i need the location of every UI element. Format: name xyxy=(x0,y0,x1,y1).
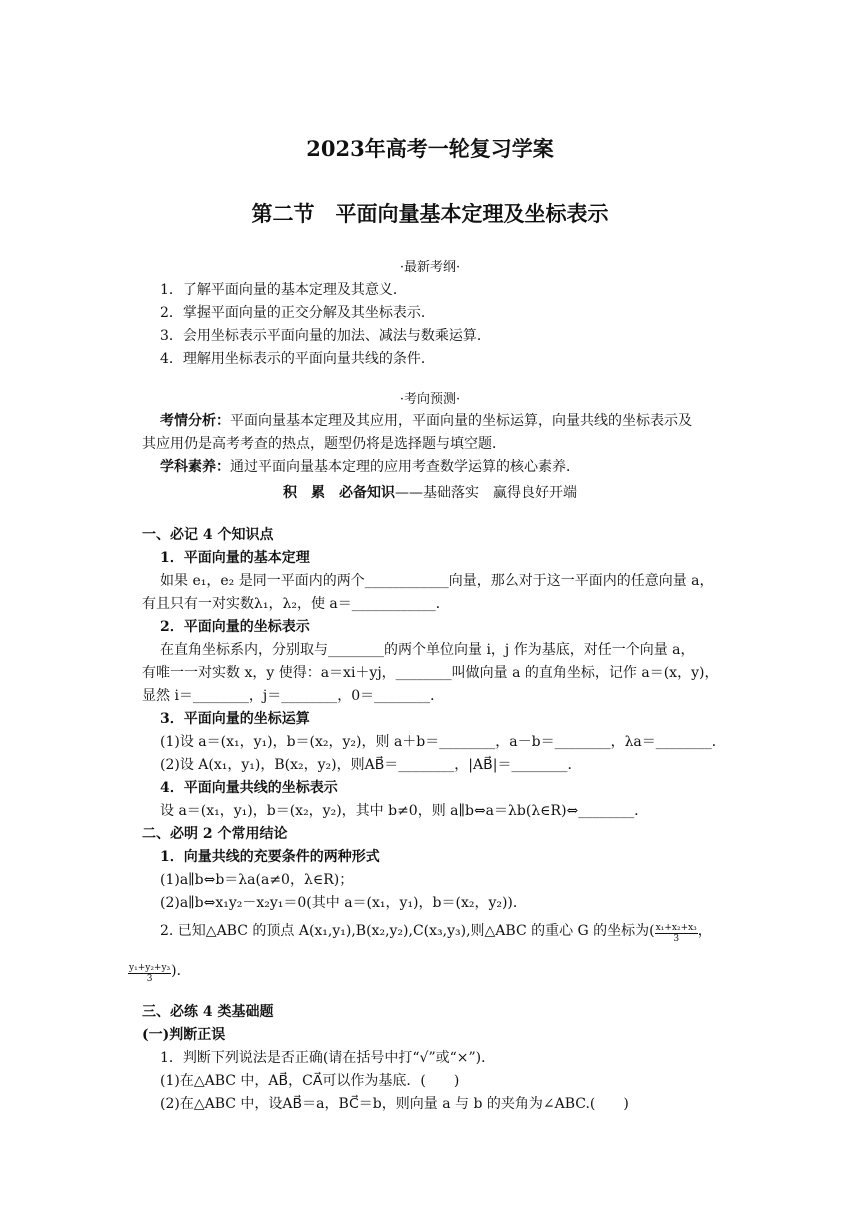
literacy-line xyxy=(160,458,580,476)
body-line: (2)a∥b⇔x₁y₂－x₂y₁＝0(其中 a＝(x₁，y₁)，b＝(x₂，y₂))． xyxy=(160,895,527,911)
banner xyxy=(0,482,860,502)
close-paren: )． xyxy=(171,963,191,979)
topic-heading: 4．平面向量共线的坐标表示 xyxy=(160,780,338,796)
topic-heading: 1．向量共线的充要条件的两种形式 xyxy=(160,849,380,865)
banner-strong: 积 累 必备知识 xyxy=(283,485,395,501)
subsection-heading: (一)判断正误 xyxy=(142,1027,226,1043)
fraction-x xyxy=(655,923,698,944)
body-line: 有且只有一对实数λ₁，λ₂，使 a＝____________． xyxy=(142,596,450,612)
outline-item: 4．理解用坐标表示的平面向量共线的条件． xyxy=(160,351,435,367)
fraction-x-denominator: 3 xyxy=(673,934,680,944)
section-title: 第二节 平面向量基本定理及坐标表示 xyxy=(251,201,609,226)
fraction-y-numerator: y₁+y₂+y₃ xyxy=(129,963,171,973)
outline-item: 3．会用坐标表示平面向量的加法、减法与数乘运算． xyxy=(160,328,491,344)
topic-heading: 1．平面向量的基本定理 xyxy=(160,550,310,566)
fraction-y xyxy=(128,963,171,984)
literacy-label: 学科素养： xyxy=(160,459,230,475)
body-line: (2)在△ABC 中，设AB⃗＝a，BC⃗＝b，则向量 a 与 b 的夹角为∠ABC.( ) xyxy=(160,1096,629,1112)
body-line: (2)设 A(x₁，y₁)，B(x₂，y₂)，则AB⃗＝________，|AB⃗|＝________． xyxy=(160,757,582,773)
centroid-line-2 xyxy=(128,962,191,984)
centroid-line xyxy=(160,922,712,944)
topic-heading: 3．平面向量的坐标运算 xyxy=(160,711,310,727)
fraction-y-denominator: 3 xyxy=(146,974,153,984)
section-heading: 三、必练 4 类基础题 xyxy=(142,1004,274,1020)
body-line: 有唯一一对实数 x，y 使得：a＝xi＋yj，________叫做向量 a 的直角坐标，记作 a＝(x，y)， xyxy=(142,665,719,681)
outline-heading: ·最新考纲· xyxy=(399,260,461,275)
body-line: (1)a∥b⇔b＝λa(a≠0，λ∈R)； xyxy=(160,872,354,888)
analysis-text-1: 平面向量基本定理及其应用，平面向量的坐标运算，向量共线的坐标表示及 xyxy=(230,413,692,429)
body-line: (1)在△ABC 中，AB⃗，CA⃗可以作为基底．( ) xyxy=(160,1073,460,1089)
section-heading: 一、必记 4 个知识点 xyxy=(142,527,274,543)
body-line: 在直角坐标系内，分别取与________的两个单位向量 i，j 作为基底，对任一个向量 a， xyxy=(160,642,695,658)
outline-item: 1．了解平面向量的基本定理及其意义． xyxy=(160,282,407,298)
body-line: 设 a＝(x₁，y₁)，b＝(x₂，y₂)，其中 b≠0，则 a∥b⇔a＝λb(λ∈R)⇔________． xyxy=(160,803,649,819)
analysis-line-2: 其应用仍是高考考查的热点，题型仍将是选择题与填空题． xyxy=(142,436,506,452)
literacy-text: 通过平面向量基本定理的应用考查数学运算的核心素养． xyxy=(230,459,580,475)
outline-item: 2．掌握平面向量的正交分解及其坐标表示． xyxy=(160,305,435,321)
forecast-heading: ·考向预测· xyxy=(399,392,461,407)
body-line: 1．判断下列说法是否正确(请在括号中打“√”或“×”)． xyxy=(160,1050,496,1066)
fraction-x-numerator: x₁+x₂+x₃ xyxy=(655,923,697,933)
analysis-label: 考情分析： xyxy=(160,413,230,429)
doc-title: 2023年高考一轮复习学案 xyxy=(306,136,554,161)
comma: ， xyxy=(697,923,712,939)
banner-rest: ——基础落实 赢得良好开端 xyxy=(395,485,577,501)
topic-heading: 2．平面向量的坐标表示 xyxy=(160,619,310,635)
centroid-text: 2. 已知△ABC 的顶点 A(x₁,y₁),B(x₂,y₂),C(x₃,y₃),则△ABC 的重心 G 的坐标为( xyxy=(160,923,655,939)
analysis-line-1 xyxy=(160,412,692,430)
body-line: 如果 e₁，e₂ 是同一平面内的两个____________向量，那么对于这一平面内的任意向量 a， xyxy=(160,573,714,589)
body-line: (1)设 a＝(x₁，y₁)，b＝(x₂，y₂)，则 a＋b＝________，a－b＝________，λa＝________． xyxy=(160,734,726,750)
section-heading: 二、必明 2 个常用结论 xyxy=(142,826,288,842)
body-line: 显然 i＝________，j＝________，0＝________． xyxy=(142,688,445,704)
